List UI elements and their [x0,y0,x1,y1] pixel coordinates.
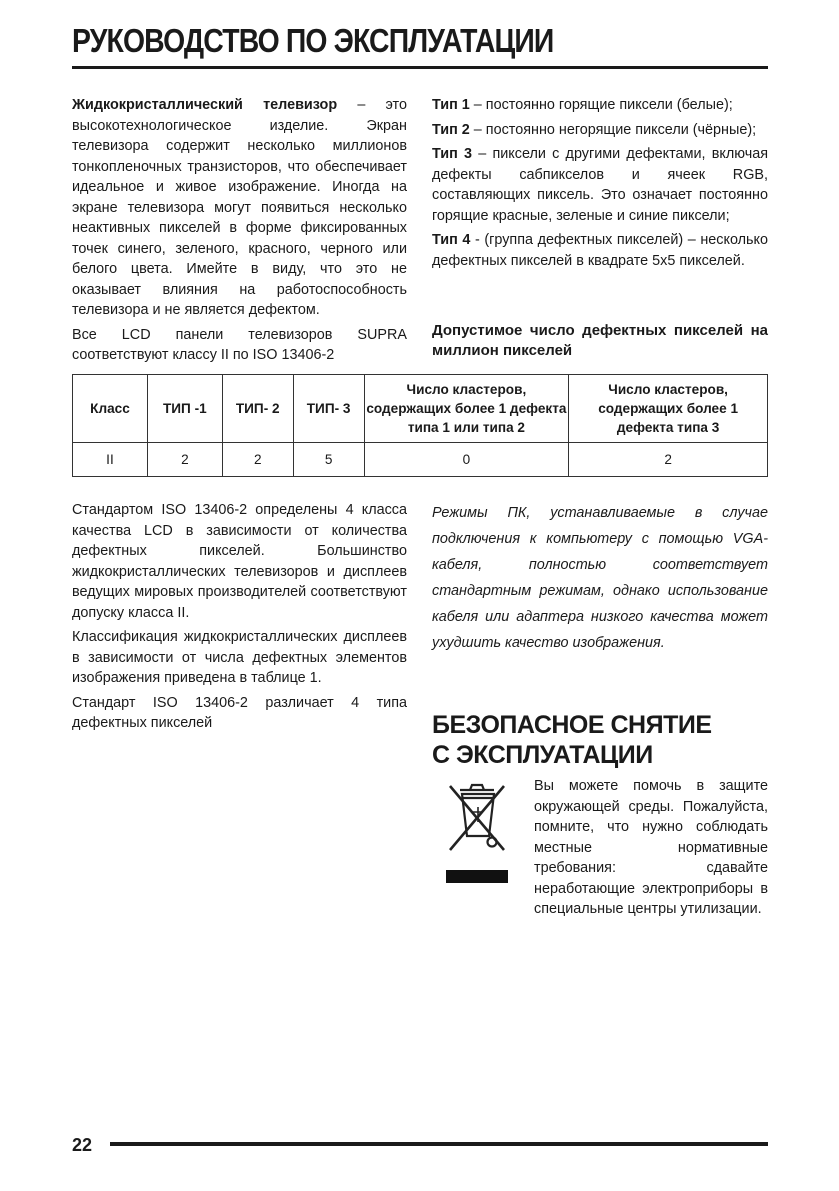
header-clusters-type-3: Число кластеров, содержащих более 1 дефекта типа 3 [569,375,768,443]
cell-type-3: 5 [293,443,364,477]
type-3-item [432,144,768,226]
page-title: РУКОВОДСТВО ПО ЭКСПЛУАТАЦИИ [72,22,554,59]
intro-term: Жидкокристаллический телевизор [72,97,338,113]
disposal-block [432,776,768,924]
header-type-1: ТИП -1 [147,375,222,443]
disposal-title [432,710,768,770]
disposal-title-line-1: БЕЗОПАСНОЕ СНЯТИЕ [432,711,712,739]
defect-pixel-table [72,374,768,477]
cell-type-1: 2 [147,443,222,477]
table-header-row [73,375,768,443]
type-1-item [432,95,768,116]
type-3-text: – пиксели с другими дефектами, включая дефекты сабпикселов и ячеек RGB, составляющих пиксель. Это означает постоянно горящие красные, зеленые и синие пиксели; [432,146,768,224]
standard-column [72,500,407,738]
header-clusters-type-1-2: Число кластеров, содержащих более 1 дефекта типа 1 или типа 2 [364,375,569,443]
pc-modes-column [432,500,768,924]
intro-text: – это высокотехнологическое изделие. Экран телевизора содержит несколько миллионов тонкопленочных транзисторов, что обеспечивает идеальное и живое изображение. Иногда на экране телевизора могут появиться несколько неактивных пикселей в форме фиксированных точек синего, зеленого, красного, черного или белого цвета. Имейте в виду, что это не оказывает влияния на работоспособность телевизора и не является дефектом. [72,97,407,318]
table-heading: Допустимое число дефектных пикселей на миллион пикселей [432,322,768,359]
cell-clusters-type-1-2: 0 [364,443,569,477]
disposal-text: Вы можете помочь в защите окружающей среды. Пожалуйста, помните, что нужно соблюдать местные нормативные требования: сдавайте неработающие электроприборы в специальные центры утилизации. [534,778,768,917]
header-class: Класс [73,375,148,443]
title-rule [72,66,768,69]
page-number: 22 [72,1135,93,1155]
standard-paragraph-2: Классификация жидкокристаллических дисплеев в зависимости от числа дефектных элементов изображения приведена в таблице 1. [72,629,407,686]
type-2-item [432,120,768,141]
standard-paragraph-3: Стандарт ISO 13406-2 различает 4 типа дефектных пикселей [72,694,407,731]
disposal-title-line-2: С ЭКСПЛУАТАЦИИ [432,741,653,769]
intro-column [72,95,407,370]
intro-paragraph [72,95,407,321]
pixel-types-column [432,95,768,361]
type-3-label: Тип 3 [432,146,473,162]
header-type-3: ТИП- 3 [293,375,364,443]
type-2-text: – постоянно негорящие пиксели (чёрные); [469,121,757,138]
cell-type-2: 2 [222,443,293,477]
cell-class: II [73,443,148,477]
standard-paragraph-1: Стандартом ISO 13406-2 определены 4 класса качества LCD в зависимости от количества дефектных пикселей. Большинство жидкокристаллических телевизоров и дисплеев ведущих мировых производителей соответствуют допуску класса II. [72,502,407,621]
type-2-label: Тип 2 [432,121,470,138]
type-4-text: - (группа дефектных пикселей) – несколько дефектных пикселей в квадрате 5x5 пикселей. [432,232,768,269]
type-4-label: Тип 4 [432,232,471,248]
type-1-text: – постоянно горящие пиксели (белые); [469,97,733,113]
header-type-2: ТИП- 2 [222,375,293,443]
crossed-out-wheelie-bin-icon [432,776,520,924]
cell-clusters-type-3: 2 [569,443,768,477]
type-1-label: Тип 1 [432,97,470,113]
compliance-paragraph: Все LCD панели телевизоров SUPRA соответствуют классу II по ISO 13406-2 [72,326,407,363]
pc-modes-paragraph: Режимы ПК, устанавливаемые в случае подключения к компьютеру с помощью VGA-кабеля, полностью соответствует стандартным режимам, однако использование кабеля или адаптера низкого качества может ухудшить качество изображения. [432,505,768,651]
footer-rule [110,1142,768,1146]
table-row [73,443,768,477]
type-4-item [432,230,768,271]
